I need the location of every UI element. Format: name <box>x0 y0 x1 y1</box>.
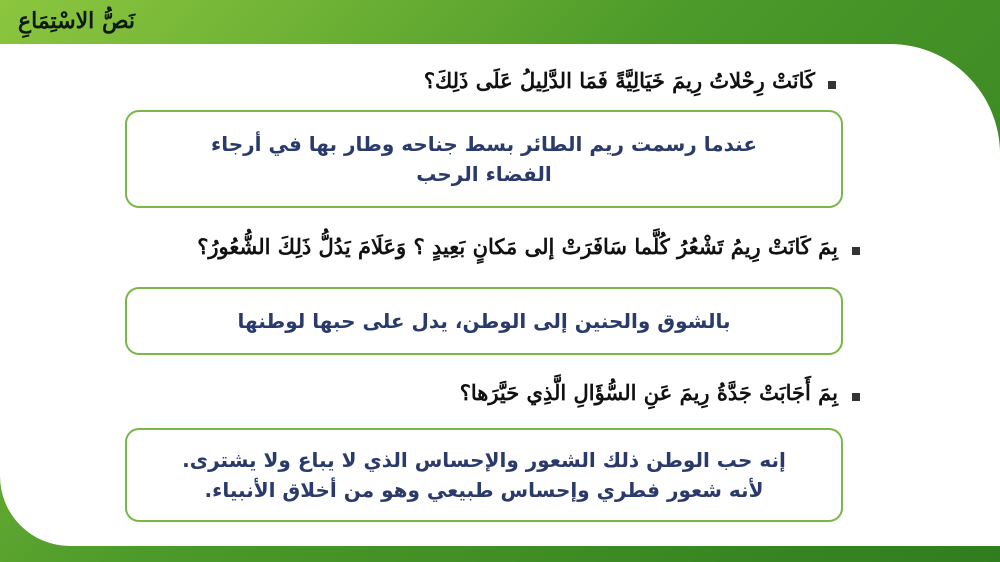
answer-box-1 <box>125 110 843 208</box>
bullet-icon <box>852 393 860 401</box>
bullet-icon <box>852 247 860 255</box>
answer-box-2 <box>125 287 843 355</box>
answer-2-line-1: بالشوق والحنين إلى الوطن، يدل على حبها لوطنها <box>237 309 731 333</box>
answer-3-line-2: لأنه شعور فطري وإحساس طبيعي وهو من أخلاق الأنبياء. <box>204 478 764 502</box>
answer-3-text <box>182 445 786 505</box>
answer-2-text <box>237 306 730 336</box>
slide-title: نَصُّ الاسْتِمَاعِ <box>18 8 136 34</box>
answer-box-3 <box>125 428 843 522</box>
question-1: كَانَتْ رِحْلاتُ رِيمَ خَيَالِيَّةً فَمَا الدَّلِيلُ عَلَى ذَلِكَ؟ <box>423 68 815 93</box>
question-3: بِمَ أَجَابَتْ جَدَّةُ رِيمَ عَنِ السُّؤَالِ الَّذِي حَيَّرَها؟ <box>459 380 838 405</box>
answer-1-line-1: عندما رسمت ريم الطائر بسط جناحه وطار بها في أرجاء <box>211 132 757 156</box>
answer-1-line-2: الفضاء الرحب <box>416 162 552 186</box>
answer-3-line-1: إنه حب الوطن ذلك الشعور والإحساس الذي لا يباع ولا يشترى. <box>182 448 786 472</box>
question-2: بِمَ كَانَتْ رِيمُ تَشْعُرُ كُلَّما سَافَرَتْ إلى مَكانٍ بَعِيدٍ ؟ وَعَلَامَ يَدُلُّ ذَلِكَ الشُّعُورُ؟ <box>197 234 838 259</box>
answer-1-text <box>211 129 757 189</box>
bullet-icon <box>828 81 836 89</box>
